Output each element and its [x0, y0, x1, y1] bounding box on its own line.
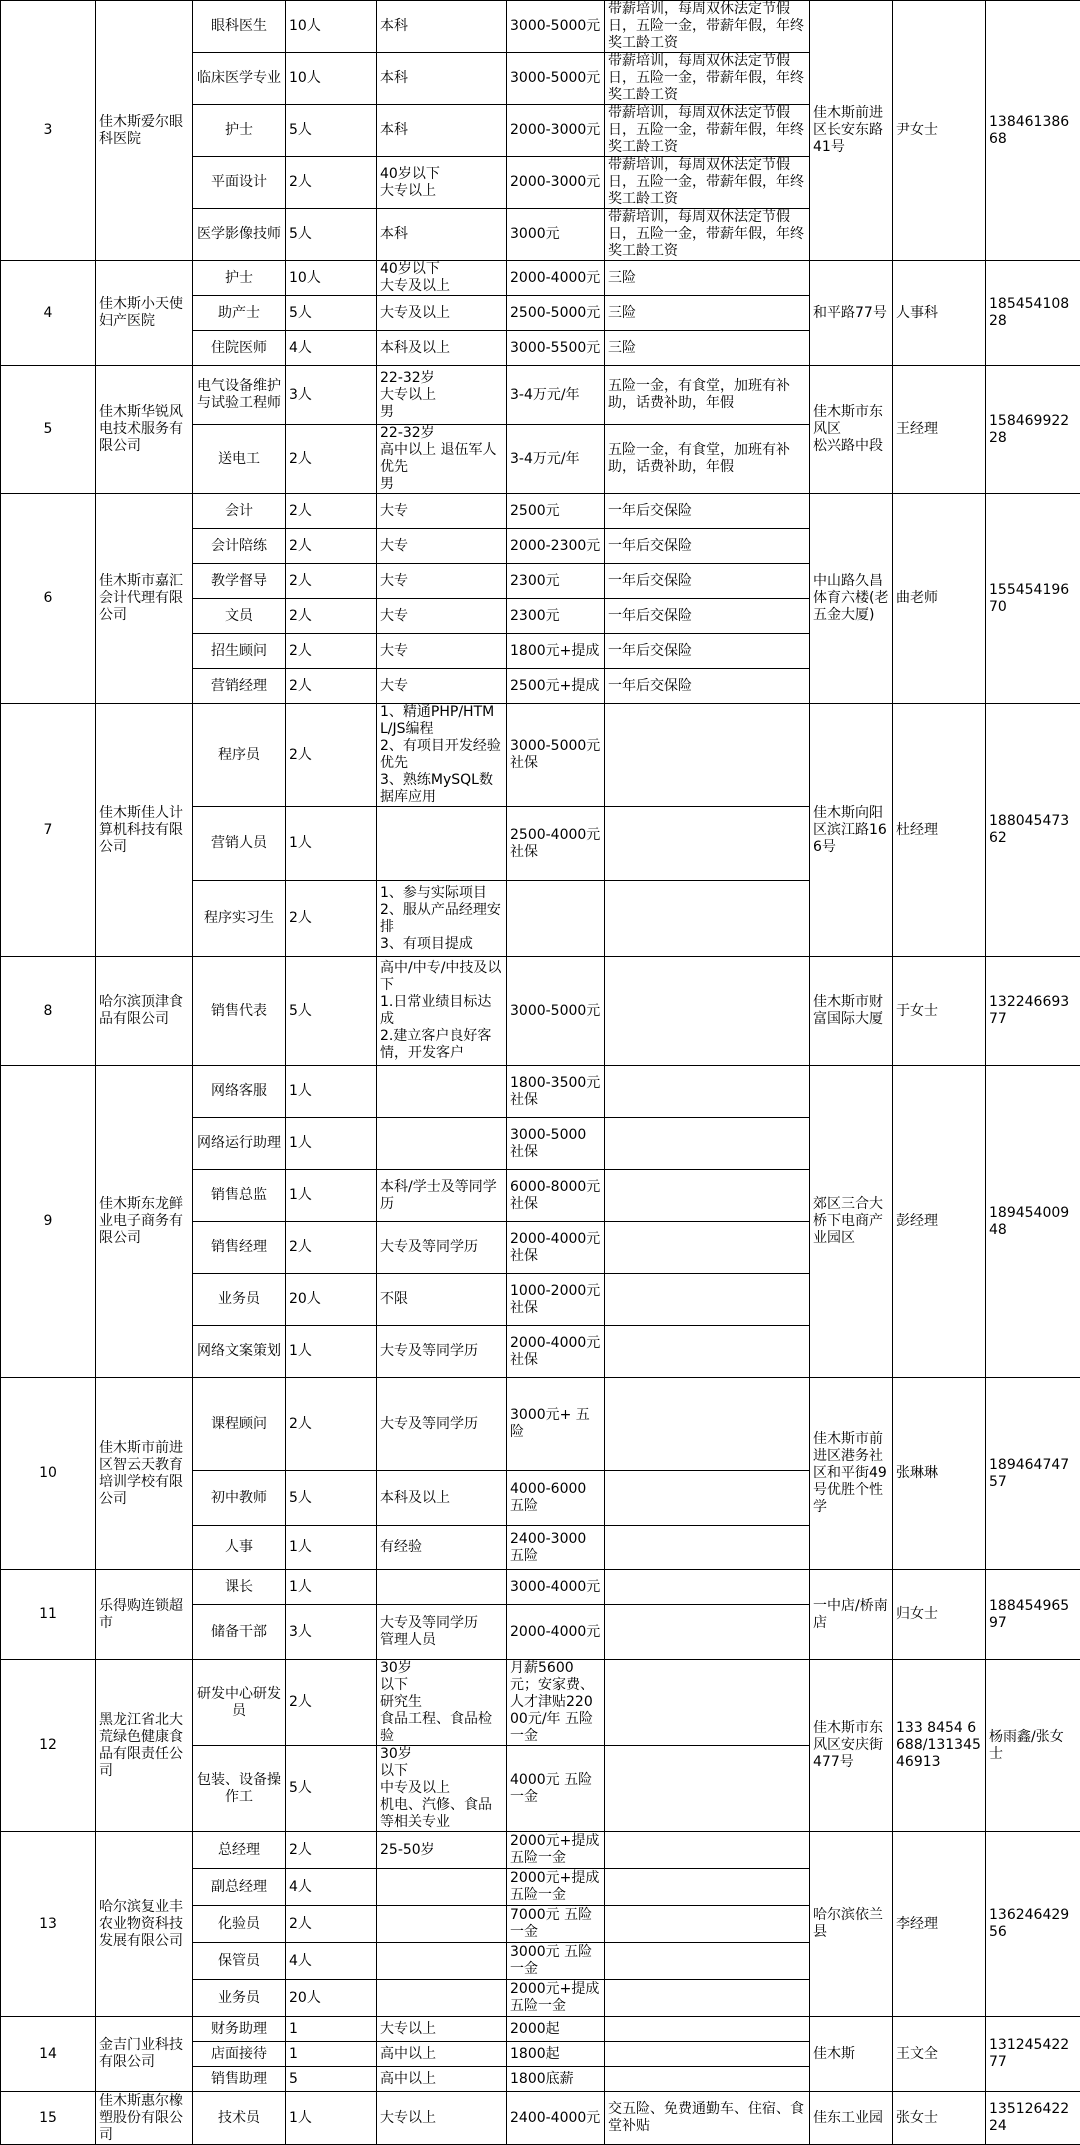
- job-salary: 2000元+提成 五险一金: [507, 1832, 605, 1869]
- job-title: 技术员: [193, 2092, 286, 2145]
- job-benefit: [605, 807, 810, 881]
- job-requirement: 大专及等同学历: [377, 1222, 507, 1274]
- job-salary: 2000-3000元: [507, 157, 605, 209]
- contact-phone: 18946474757: [986, 1378, 1080, 1570]
- job-benefit: [605, 1832, 810, 1869]
- contact-person: 王文全: [893, 2017, 986, 2092]
- job-salary: 2300元: [507, 599, 605, 634]
- job-benefit: [605, 1660, 810, 1746]
- job-count: 5: [286, 2067, 377, 2092]
- job-count: 2人: [286, 1222, 377, 1274]
- job-benefit: [605, 1326, 810, 1378]
- job-benefit: 一年后交保险: [605, 669, 810, 704]
- job-title: 临床医学专业: [193, 53, 286, 105]
- job-count: 4人: [286, 1943, 377, 1980]
- job-benefit: 五险一金，有食堂，加班有补助，话费补助，年假: [605, 425, 810, 494]
- job-benefit: [605, 1526, 810, 1570]
- job-benefit: [605, 1170, 810, 1222]
- job-requirement: [377, 1943, 507, 1980]
- job-benefit: [605, 1274, 810, 1326]
- job-salary: 2400-4000元: [507, 2092, 605, 2145]
- job-count: 2人: [286, 1660, 377, 1746]
- company-address: 一中店/桥南店: [810, 1570, 893, 1660]
- job-requirement: 22-32岁 高中以上 退伍军人优先 男: [377, 425, 507, 494]
- job-title: 财务助理: [193, 2017, 286, 2042]
- job-requirement: 大专及等同学历: [377, 1378, 507, 1471]
- job-benefit: 带薪培训，每周双休法定节假日，五险一金，带薪年假，年终奖工龄工资: [605, 209, 810, 261]
- job-requirement: 1、参与实际项目 2、服从产品经理安排 3、有项目提成: [377, 881, 507, 957]
- table-row: [1, 1660, 1080, 1746]
- job-benefit: [605, 704, 810, 807]
- row-number: 12: [1, 1660, 96, 1832]
- job-benefit: [605, 2067, 810, 2092]
- row-number: 13: [1, 1832, 96, 2017]
- job-requirement: 大专以上: [377, 2092, 507, 2145]
- job-count: 2人: [286, 494, 377, 529]
- job-count: 1人: [286, 1326, 377, 1378]
- job-requirement: 本科: [377, 209, 507, 261]
- job-requirement: 大专: [377, 564, 507, 599]
- row-number: 4: [1, 261, 96, 366]
- job-count: 2人: [286, 564, 377, 599]
- job-title: 总经理: [193, 1832, 286, 1869]
- job-salary: 3000元: [507, 209, 605, 261]
- job-count: 5人: [286, 209, 377, 261]
- job-title: 包装、设备操作工: [193, 1746, 286, 1832]
- job-count: 1: [286, 2017, 377, 2042]
- table-row: [1, 494, 1080, 529]
- job-title: 平面设计: [193, 157, 286, 209]
- job-title: 眼科医生: [193, 1, 286, 53]
- job-benefit: 五险一金，有食堂，加班有补助，话费补助，年假: [605, 366, 810, 425]
- job-salary: 2000-4000元: [507, 261, 605, 296]
- job-requirement: 高中以上: [377, 2067, 507, 2092]
- contact-phone: 15545419670: [986, 494, 1080, 704]
- job-salary: 2000-4000元 社保: [507, 1222, 605, 1274]
- job-requirement: 大专及等同学历: [377, 1326, 507, 1378]
- job-requirement: 本科及以上: [377, 331, 507, 366]
- job-salary: 1800元+提成: [507, 634, 605, 669]
- row-number: 3: [1, 1, 96, 261]
- contact-person: 张女士: [893, 2092, 986, 2145]
- job-requirement: [377, 1906, 507, 1943]
- job-salary: 3000元+ 五险: [507, 1378, 605, 1471]
- job-salary: 月薪5600元；安家费、人才津贴22000元/年 五险一金: [507, 1660, 605, 1746]
- table-row: [1, 1066, 1080, 1118]
- job-requirement: [377, 1570, 507, 1605]
- job-title: 会计陪练: [193, 529, 286, 564]
- job-title: 会计: [193, 494, 286, 529]
- company-address: 中山路久昌体育六楼(老五金大厦): [810, 494, 893, 704]
- job-benefit: [605, 1906, 810, 1943]
- job-benefit: 带薪培训，每周双休法定节假日，五险一金，带薪年假，年终奖工龄工资: [605, 1, 810, 53]
- company-address: 佳木斯市财富国际大厦: [810, 957, 893, 1066]
- job-salary: 3000元 五险一金: [507, 1943, 605, 1980]
- job-count: 2人: [286, 425, 377, 494]
- job-requirement: 本科及以上: [377, 1471, 507, 1526]
- row-number: 15: [1, 2092, 96, 2145]
- contact-phone: 13512642224: [986, 2092, 1080, 2145]
- job-count: 2人: [286, 704, 377, 807]
- job-title: 医学影像技师: [193, 209, 286, 261]
- table-row: [1, 261, 1080, 296]
- job-benefit: 三险: [605, 296, 810, 331]
- job-requirement: 高中/中专/中技及以下 1.日常业绩目标达成 2.建立客户良好客情，开发客户: [377, 957, 507, 1066]
- table-row: [1, 2092, 1080, 2145]
- job-salary: 3000-5000元: [507, 53, 605, 105]
- company-name: 佳木斯惠尔橡塑股份有限公司: [96, 2092, 193, 2145]
- job-benefit: 一年后交保险: [605, 529, 810, 564]
- job-benefit: [605, 1378, 810, 1471]
- job-benefit: 一年后交保险: [605, 634, 810, 669]
- company-name: 哈尔滨复业丰农业物资科技发展有限公司: [96, 1832, 193, 2017]
- job-salary: 1800-3500元 社保: [507, 1066, 605, 1118]
- job-requirement: [377, 1869, 507, 1906]
- job-title: 化验员: [193, 1906, 286, 1943]
- job-requirement: 1、精通PHP/HTML/JS编程 2、有项目开发经验优先 3、熟练MySQL数据库应用: [377, 704, 507, 807]
- job-count: 5人: [286, 1746, 377, 1832]
- job-count: 2人: [286, 599, 377, 634]
- job-salary: 2500-5000元: [507, 296, 605, 331]
- job-salary: 2000-4000元: [507, 1605, 605, 1660]
- job-requirement: 30岁 以下 中专及以上 机电、汽修、食品等相关专业: [377, 1746, 507, 1832]
- job-salary: 2300元: [507, 564, 605, 599]
- company-address: 哈尔滨依兰县: [810, 1832, 893, 2017]
- job-title: 营销人员: [193, 807, 286, 881]
- job-requirement: 本科/学士及等同学历: [377, 1170, 507, 1222]
- job-requirement: 本科: [377, 105, 507, 157]
- job-count: 5人: [286, 957, 377, 1066]
- job-benefit: 交五险、免费通勤车、住宿、食堂补贴: [605, 2092, 810, 2145]
- job-title: 课长: [193, 1570, 286, 1605]
- job-count: 1人: [286, 1066, 377, 1118]
- job-benefit: [605, 1118, 810, 1170]
- company-name: 黑龙江省北大荒绿色健康食品有限责任公司: [96, 1660, 193, 1832]
- job-salary: 2500元: [507, 494, 605, 529]
- job-salary: 6000-8000元 社保: [507, 1170, 605, 1222]
- job-requirement: [377, 1066, 507, 1118]
- contact-person: 尹女士: [893, 1, 986, 261]
- job-salary: 3000-4000元: [507, 1570, 605, 1605]
- job-title: 业务员: [193, 1274, 286, 1326]
- job-requirement: 40岁以下 大专以上: [377, 157, 507, 209]
- job-salary: 3000-5500元: [507, 331, 605, 366]
- job-count: 3人: [286, 366, 377, 425]
- job-benefit: 带薪培训，每周双休法定节假日，五险一金，带薪年假，年终奖工龄工资: [605, 105, 810, 157]
- job-count: 1人: [286, 1170, 377, 1222]
- company-address: 和平路77号: [810, 261, 893, 366]
- job-benefit: 三险: [605, 331, 810, 366]
- job-requirement: 25-50岁: [377, 1832, 507, 1869]
- job-title: 教学督导: [193, 564, 286, 599]
- company-name: 佳木斯佳人计算机科技有限公司: [96, 704, 193, 957]
- table-row: [1, 2017, 1080, 2042]
- job-requirement: 40岁以下 大专及以上: [377, 261, 507, 296]
- job-benefit: [605, 1222, 810, 1274]
- contact-phone: 18945400948: [986, 1066, 1080, 1378]
- job-requirement: 大专及以上: [377, 296, 507, 331]
- job-salary: 7000元 五险一金: [507, 1906, 605, 1943]
- job-count: 2人: [286, 1378, 377, 1471]
- job-salary: 3000-5000 社保: [507, 1118, 605, 1170]
- table-row: [1, 1570, 1080, 1605]
- job-benefit: [605, 957, 810, 1066]
- job-title: 销售总监: [193, 1170, 286, 1222]
- job-salary: 2000-3000元: [507, 105, 605, 157]
- job-title: 店面接待: [193, 2042, 286, 2067]
- job-title: 程序员: [193, 704, 286, 807]
- row-number: 11: [1, 1570, 96, 1660]
- company-address: 佳木斯市东风区安庆街477号: [810, 1660, 893, 1832]
- job-count: 10人: [286, 53, 377, 105]
- job-benefit: [605, 1471, 810, 1526]
- job-requirement: 大专: [377, 529, 507, 564]
- job-salary: 2000元+提成 五险一金: [507, 1869, 605, 1906]
- contact-person: 张琳琳: [893, 1378, 986, 1570]
- company-name: 佳木斯小天使妇产医院: [96, 261, 193, 366]
- job-requirement: 本科: [377, 1, 507, 53]
- job-benefit: [605, 2017, 810, 2042]
- job-salary: 1800底薪: [507, 2067, 605, 2092]
- row-number: 14: [1, 2017, 96, 2092]
- job-title: 助产士: [193, 296, 286, 331]
- job-count: 1: [286, 2042, 377, 2067]
- job-salary: 2400-3000 五险: [507, 1526, 605, 1570]
- company-address: 佳木斯前进区长安东路41号: [810, 1, 893, 261]
- job-count: 1人: [286, 2092, 377, 2145]
- job-salary: 4000-6000 五险: [507, 1471, 605, 1526]
- job-salary: 4000元 五险一金: [507, 1746, 605, 1832]
- contact-phone: 杨雨鑫/张女士: [986, 1660, 1080, 1832]
- job-benefit: [605, 2042, 810, 2067]
- job-count: 20人: [286, 1274, 377, 1326]
- job-requirement: 大专: [377, 634, 507, 669]
- job-salary: 3-4万元/年: [507, 425, 605, 494]
- job-title: 送电工: [193, 425, 286, 494]
- company-name: 佳木斯市嘉汇会计代理有限公司: [96, 494, 193, 704]
- table-row: [1, 366, 1080, 425]
- job-salary: 3000-5000元: [507, 1, 605, 53]
- job-title: 销售助理: [193, 2067, 286, 2092]
- job-title: 销售代表: [193, 957, 286, 1066]
- company-name: 佳木斯爱尔眼科医院: [96, 1, 193, 261]
- job-count: 5人: [286, 105, 377, 157]
- job-title: 住院医师: [193, 331, 286, 366]
- contact-person: 彭经理: [893, 1066, 986, 1378]
- job-count: 5人: [286, 1471, 377, 1526]
- company-address: 佳木斯市东风区 松兴路中段: [810, 366, 893, 494]
- table-row: [1, 1378, 1080, 1471]
- job-title: 招生顾问: [193, 634, 286, 669]
- job-count: 2人: [286, 1832, 377, 1869]
- job-title: 研发中心研发员: [193, 1660, 286, 1746]
- job-count: 20人: [286, 1980, 377, 2017]
- job-title: 业务员: [193, 1980, 286, 2017]
- company-name: 哈尔滨顶津食品有限公司: [96, 957, 193, 1066]
- job-title: 网络文案策划: [193, 1326, 286, 1378]
- job-benefit: [605, 1605, 810, 1660]
- job-benefit: [605, 1869, 810, 1906]
- job-salary: 1000-2000元 社保: [507, 1274, 605, 1326]
- job-benefit: 一年后交保险: [605, 599, 810, 634]
- job-count: 2人: [286, 669, 377, 704]
- job-title: 网络运行助理: [193, 1118, 286, 1170]
- job-title: 程序实习生: [193, 881, 286, 957]
- job-title: 课程顾问: [193, 1378, 286, 1471]
- job-count: 1人: [286, 807, 377, 881]
- contact-person: 王经理: [893, 366, 986, 494]
- job-requirement: 本科: [377, 53, 507, 105]
- job-count: 10人: [286, 261, 377, 296]
- company-name: 佳木斯市前进区智云天教育培训学校有限公司: [96, 1378, 193, 1570]
- table-row: [1, 1, 1080, 53]
- job-count: 2人: [286, 157, 377, 209]
- job-salary: 2500-4000元 社保: [507, 807, 605, 881]
- job-count: 10人: [286, 1, 377, 53]
- company-address: 佳木斯市前进区港务社区和平街49号优胜个性学: [810, 1378, 893, 1570]
- job-requirement: [377, 1980, 507, 2017]
- job-benefit: [605, 1746, 810, 1832]
- company-name: 金吉门业科技有限公司: [96, 2017, 193, 2092]
- contact-person: 133 8454 6688/13134546913: [893, 1660, 986, 1832]
- table-row: [1, 1832, 1080, 1869]
- job-requirement: 大专: [377, 599, 507, 634]
- job-title: 护士: [193, 105, 286, 157]
- job-requirement: [377, 807, 507, 881]
- job-salary: 3000-5000元 社保: [507, 704, 605, 807]
- job-count: 1人: [286, 1570, 377, 1605]
- job-requirement: 大专: [377, 494, 507, 529]
- table-body: [1, 1, 1080, 2145]
- contact-phone: 15846992228: [986, 366, 1080, 494]
- table-row: [1, 957, 1080, 1066]
- job-count: 4人: [286, 331, 377, 366]
- job-benefit: 三险: [605, 261, 810, 296]
- job-salary: 2000起: [507, 2017, 605, 2042]
- job-title: 电气设备维护与试验工程师: [193, 366, 286, 425]
- contact-phone: 13224669377: [986, 957, 1080, 1066]
- company-address: 佳木斯: [810, 2017, 893, 2092]
- job-salary: [507, 881, 605, 957]
- contact-phone: 13124542277: [986, 2017, 1080, 2092]
- job-count: 2人: [286, 634, 377, 669]
- job-requirement: 有经验: [377, 1526, 507, 1570]
- contact-person: 杜经理: [893, 704, 986, 957]
- row-number: 6: [1, 494, 96, 704]
- job-benefit: 一年后交保险: [605, 564, 810, 599]
- job-title: 储备干部: [193, 1605, 286, 1660]
- job-benefit: 一年后交保险: [605, 494, 810, 529]
- job-count: 2人: [286, 529, 377, 564]
- company-address: 郊区三合大桥下电商产业园区: [810, 1066, 893, 1378]
- row-number: 5: [1, 366, 96, 494]
- company-name: 佳木斯东龙鲜业电子商务有限公司: [96, 1066, 193, 1378]
- job-benefit: [605, 1943, 810, 1980]
- job-requirement: [377, 1118, 507, 1170]
- company-address: 佳东工业园: [810, 2092, 893, 2145]
- row-number: 8: [1, 957, 96, 1066]
- job-salary: 3000-5000元: [507, 957, 605, 1066]
- job-salary: 3-4万元/年: [507, 366, 605, 425]
- contact-person: 人事科: [893, 261, 986, 366]
- job-salary: 2000-4000元 社保: [507, 1326, 605, 1378]
- contact-person: 李经理: [893, 1832, 986, 2017]
- job-salary: 2000元+提成 五险一金: [507, 1980, 605, 2017]
- job-salary: 1800起: [507, 2042, 605, 2067]
- job-count: 4人: [286, 1869, 377, 1906]
- job-benefit: [605, 1066, 810, 1118]
- job-benefit: [605, 1980, 810, 2017]
- job-count: 2人: [286, 881, 377, 957]
- contact-phone: 18545410828: [986, 261, 1080, 366]
- job-requirement: 高中以上: [377, 2042, 507, 2067]
- job-title: 副总经理: [193, 1869, 286, 1906]
- company-name: 佳木斯华锐风电技术服务有限公司: [96, 366, 193, 494]
- job-requirement: 大专及等同学历 管理人员: [377, 1605, 507, 1660]
- contact-person: 归女士: [893, 1570, 986, 1660]
- job-requirement: 大专: [377, 669, 507, 704]
- job-count: 3人: [286, 1605, 377, 1660]
- company-name: 乐得购连锁超市: [96, 1570, 193, 1660]
- job-count: 1人: [286, 1526, 377, 1570]
- company-address: 佳木斯向阳区滨江路166号: [810, 704, 893, 957]
- job-title: 文员: [193, 599, 286, 634]
- contact-person: 于女士: [893, 957, 986, 1066]
- job-requirement: 大专以上: [377, 2017, 507, 2042]
- contact-phone: 13846138668: [986, 1, 1080, 261]
- job-salary: 2000-2300元: [507, 529, 605, 564]
- job-count: 5人: [286, 296, 377, 331]
- job-salary: 2500元+提成: [507, 669, 605, 704]
- job-benefit: [605, 1570, 810, 1605]
- contact-phone: 18804547362: [986, 704, 1080, 957]
- job-title: 营销经理: [193, 669, 286, 704]
- row-number: 9: [1, 1066, 96, 1378]
- job-title: 销售经理: [193, 1222, 286, 1274]
- job-benefit: 带薪培训，每周双休法定节假日，五险一金，带薪年假，年终奖工龄工资: [605, 53, 810, 105]
- job-title: 护士: [193, 261, 286, 296]
- row-number: 7: [1, 704, 96, 957]
- contact-phone: 13624642956: [986, 1832, 1080, 2017]
- job-title: 人事: [193, 1526, 286, 1570]
- contact-phone: 18845496597: [986, 1570, 1080, 1660]
- contact-person: 曲老师: [893, 494, 986, 704]
- job-count: 1人: [286, 1118, 377, 1170]
- job-requirement: 22-32岁 大专以上 男: [377, 366, 507, 425]
- job-benefit: 带薪培训，每周双休法定节假日，五险一金，带薪年假，年终奖工龄工资: [605, 157, 810, 209]
- job-title: 保管员: [193, 1943, 286, 1980]
- job-requirement: 不限: [377, 1274, 507, 1326]
- job-benefit: [605, 881, 810, 957]
- row-number: 10: [1, 1378, 96, 1570]
- job-requirement: 30岁 以下 研究生 食品工程、食品检验: [377, 1660, 507, 1746]
- job-title: 初中教师: [193, 1471, 286, 1526]
- table-row: [1, 704, 1080, 807]
- job-count: 2人: [286, 1906, 377, 1943]
- job-title: 网络客服: [193, 1066, 286, 1118]
